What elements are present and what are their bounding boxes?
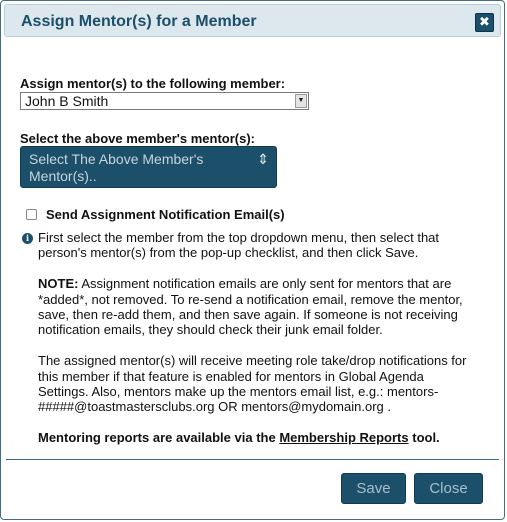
member-select-value: John B Smith <box>25 93 109 109</box>
reports-prefix: Mentoring reports are available via the <box>38 430 280 446</box>
notify-email-checkbox[interactable] <box>26 209 37 220</box>
help-paragraph-note <box>38 276 478 338</box>
note-text: Assignment notification emails are only sent for mentors that are *added*, not removed. To re-send a notification email, remove the mentor, save, then re-add them, and then save again. If someone is not receiving notification emails, they should check their junk email folder. <box>38 276 463 338</box>
mentor-select-label: Select the above member's mentor(s): <box>20 131 255 146</box>
member-select[interactable] <box>20 92 309 110</box>
dialog-title: Assign Mentor(s) for a Member <box>21 13 257 30</box>
mentor-multiselect[interactable] <box>20 146 277 188</box>
note-label: NOTE: <box>38 276 79 292</box>
chevron-down-icon[interactable]: ▼ <box>295 94 307 108</box>
footer-divider <box>6 459 499 460</box>
member-select-label: Assign mentor(s) to the following member: <box>20 76 286 91</box>
help-text <box>38 230 478 461</box>
membership-reports-link[interactable]: Membership Reports <box>279 430 409 446</box>
help-paragraph-instructions: First select the member from the top dropdown menu, then select that person's mentor(s) from the pop-up checklist, and then click Save. <box>38 230 440 261</box>
mentor-multiselect-placeholder: Select The Above Member's Mentor(s).. <box>29 151 204 184</box>
help-paragraph-reports <box>38 430 478 445</box>
help-paragraph-mentor-notifications: The assigned mentor(s) will receive meeting role take/drop notifications for this member if that feature is enabled for mentors in Global Agenda Settings. Also, mentors make up the mentors email list, e.g.: mentors-#####@toastmastersclubs.org OR mentors@mydomain.org . <box>38 353 467 415</box>
dialog-titlebar <box>4 4 501 37</box>
reports-suffix: tool. <box>408 430 440 446</box>
notify-email-label[interactable]: Send Assignment Notification Email(s) <box>46 207 285 222</box>
save-button[interactable]: Save <box>341 473 406 504</box>
close-button[interactable]: Close <box>414 473 483 504</box>
updown-arrows-icon: ⇕ <box>257 151 269 167</box>
close-icon[interactable]: ✖ <box>475 13 494 32</box>
info-icon: i <box>22 233 33 244</box>
